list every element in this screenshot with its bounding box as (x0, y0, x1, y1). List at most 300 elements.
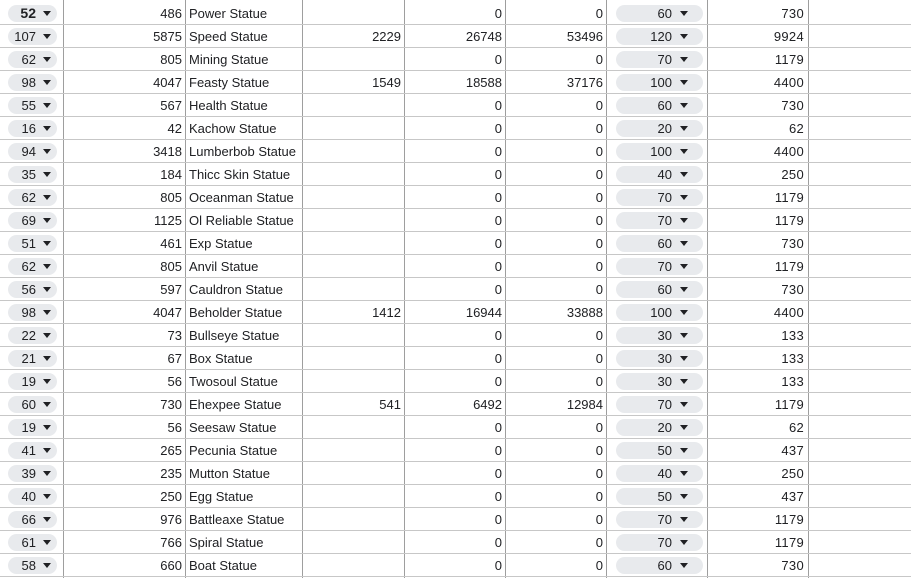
chevron-down-icon (680, 195, 688, 200)
col-d-cell: 0 (494, 351, 502, 366)
table-row (0, 163, 911, 186)
tier-dropdown[interactable] (616, 396, 703, 413)
table-row (0, 485, 911, 508)
col-d-cell: 0 (494, 213, 502, 228)
tier-value: 60 (657, 236, 672, 251)
tier-dropdown[interactable] (616, 5, 703, 22)
tier-value: 70 (657, 213, 672, 228)
col-k-cell: 1179 (774, 259, 804, 274)
tier-value: 70 (657, 535, 672, 550)
statue-name-cell: Spiral Statue (189, 535, 264, 550)
statue-name-cell: Anvil Statue (189, 259, 259, 274)
level-cell (0, 117, 63, 140)
statue-name-cell: Egg Statue (189, 489, 254, 504)
value-cell: 660 (160, 558, 182, 573)
empty-cell[interactable] (808, 324, 911, 347)
col-c-cell (302, 439, 404, 462)
col-k-cell: 9924 (773, 29, 804, 44)
level-value: 19 (21, 374, 36, 389)
col-c-cell: 2229 (372, 29, 401, 44)
tier-value: 70 (657, 397, 672, 412)
level-cell (0, 140, 63, 163)
chevron-down-icon (680, 563, 688, 568)
level-cell (0, 416, 63, 439)
tier-cell (606, 94, 707, 117)
col-d-cell: 0 (494, 328, 502, 343)
col-d-cell: 0 (494, 144, 502, 159)
level-dropdown[interactable] (8, 28, 57, 45)
chevron-down-icon (680, 356, 688, 361)
chevron-down-icon (680, 310, 688, 315)
table-row (0, 278, 911, 301)
empty-cell[interactable] (808, 71, 911, 94)
tier-cell (606, 163, 707, 186)
empty-cell[interactable] (808, 94, 911, 117)
chevron-down-icon (680, 402, 688, 407)
value-cell: 805 (160, 190, 182, 205)
chevron-down-icon (43, 563, 51, 568)
chevron-down-icon (43, 195, 51, 200)
tier-value: 20 (657, 121, 672, 136)
tier-value: 40 (657, 167, 672, 182)
statue-name-cell: Ehexpee Statue (189, 397, 282, 412)
table-row (0, 209, 911, 232)
level-value: 40 (21, 489, 36, 504)
level-dropdown[interactable] (8, 465, 57, 482)
tier-dropdown[interactable] (616, 120, 703, 137)
statue-name-cell: Power Statue (189, 6, 268, 21)
col-e-cell: 0 (595, 282, 603, 297)
chevron-down-icon (680, 218, 688, 223)
col-e-cell: 0 (595, 512, 603, 527)
value-cell: 42 (167, 121, 182, 136)
chevron-down-icon (680, 34, 688, 39)
col-e-cell: 0 (595, 52, 603, 67)
level-value: 62 (21, 190, 36, 205)
col-k-cell: 4400 (773, 305, 804, 320)
level-dropdown[interactable] (8, 419, 57, 436)
tier-cell (606, 416, 707, 439)
col-e-cell: 0 (595, 466, 603, 481)
col-d-cell: 0 (494, 443, 502, 458)
col-c-cell (302, 163, 404, 186)
empty-cell[interactable] (808, 255, 911, 278)
level-cell (0, 370, 63, 393)
table-row (0, 416, 911, 439)
col-d-cell: 6492 (473, 397, 502, 412)
chevron-down-icon (43, 517, 51, 522)
col-c-cell (302, 508, 404, 531)
col-k-cell: 62 (788, 121, 804, 136)
empty-cell[interactable] (808, 531, 911, 554)
col-d-cell: 0 (494, 121, 502, 136)
level-dropdown[interactable] (8, 212, 57, 229)
tier-cell (606, 324, 707, 347)
level-dropdown[interactable] (8, 120, 57, 137)
tier-value: 70 (657, 190, 672, 205)
tier-value: 100 (650, 144, 672, 159)
chevron-down-icon (680, 264, 688, 269)
empty-cell[interactable] (808, 416, 911, 439)
col-e-cell: 0 (595, 420, 603, 435)
tier-dropdown[interactable] (616, 74, 703, 91)
tier-cell (606, 140, 707, 163)
tier-cell (606, 232, 707, 255)
level-cell (0, 393, 63, 416)
chevron-down-icon (43, 448, 51, 453)
col-k-cell: 730 (781, 6, 804, 21)
tier-dropdown[interactable] (616, 281, 703, 298)
tier-dropdown[interactable] (616, 51, 703, 68)
tier-cell (606, 301, 707, 324)
chevron-down-icon (680, 471, 688, 476)
col-c-cell (302, 48, 404, 71)
table-row (0, 140, 911, 163)
tier-cell (606, 25, 707, 48)
statue-name-cell: Mutton Statue (189, 466, 270, 481)
col-e-cell: 0 (595, 213, 603, 228)
statue-name-cell: Exp Statue (189, 236, 253, 251)
col-e-cell: 0 (595, 328, 603, 343)
level-dropdown[interactable] (8, 97, 57, 114)
col-e-cell: 53496 (566, 29, 603, 44)
level-dropdown[interactable] (8, 511, 57, 528)
level-dropdown[interactable] (8, 396, 57, 413)
empty-cell[interactable] (808, 2, 911, 25)
tier-value: 60 (657, 98, 672, 113)
tier-cell (606, 485, 707, 508)
value-cell: 461 (160, 236, 182, 251)
level-dropdown[interactable] (8, 143, 57, 160)
col-k-cell: 437 (781, 489, 804, 504)
tier-dropdown[interactable] (616, 373, 703, 390)
empty-cell[interactable] (808, 48, 911, 71)
value-cell: 4047 (153, 75, 182, 90)
chevron-down-icon (43, 149, 51, 154)
level-value: 61 (21, 535, 36, 550)
chevron-down-icon (43, 287, 51, 292)
chevron-down-icon (680, 333, 688, 338)
tier-cell (606, 347, 707, 370)
statue-name-cell: Health Statue (189, 98, 268, 113)
level-dropdown[interactable] (8, 488, 57, 505)
col-e-cell: 0 (595, 489, 603, 504)
col-e-cell: 0 (595, 236, 603, 251)
level-dropdown[interactable] (8, 442, 57, 459)
tier-cell (606, 255, 707, 278)
col-d-cell: 0 (494, 236, 502, 251)
statue-name-cell: Mining Statue (189, 52, 269, 67)
table-row (0, 232, 911, 255)
col-k-cell: 730 (781, 236, 804, 251)
level-value: 62 (21, 259, 36, 274)
col-e-cell: 0 (595, 351, 603, 366)
col-d-cell: 0 (494, 374, 502, 389)
level-value: 39 (21, 466, 36, 481)
table-row (0, 393, 911, 416)
statue-name-cell: Seesaw Statue (189, 420, 277, 435)
tier-cell (606, 186, 707, 209)
value-cell: 805 (160, 52, 182, 67)
level-cell (0, 25, 63, 48)
level-cell (0, 301, 63, 324)
chevron-down-icon (680, 149, 688, 154)
col-k-cell: 133 (781, 374, 804, 389)
col-k-cell: 1179 (774, 213, 804, 228)
level-value: 35 (21, 167, 36, 182)
tier-dropdown[interactable] (616, 166, 703, 183)
empty-cell[interactable] (808, 347, 911, 370)
level-value: 98 (21, 305, 36, 320)
col-d-cell: 0 (494, 98, 502, 113)
empty-cell[interactable] (808, 117, 911, 140)
level-dropdown[interactable] (8, 557, 57, 574)
col-c-cell (302, 94, 404, 117)
col-c-cell (302, 255, 404, 278)
empty-cell[interactable] (808, 301, 911, 324)
table-row (0, 48, 911, 71)
tier-dropdown[interactable] (616, 488, 703, 505)
level-cell (0, 485, 63, 508)
value-cell: 4047 (153, 305, 182, 320)
empty-cell[interactable] (808, 278, 911, 301)
chevron-down-icon (43, 425, 51, 430)
tier-cell (606, 393, 707, 416)
tier-dropdown[interactable] (616, 28, 703, 45)
tier-dropdown[interactable] (616, 189, 703, 206)
chevron-down-icon (43, 34, 51, 39)
col-k-cell: 1179 (774, 397, 804, 412)
tier-dropdown[interactable] (616, 442, 703, 459)
level-cell (0, 462, 63, 485)
col-e-cell: 0 (595, 443, 603, 458)
col-c-cell (302, 416, 404, 439)
table-row (0, 439, 911, 462)
tier-value: 70 (657, 259, 672, 274)
level-value: 22 (21, 328, 36, 343)
col-k-cell: 1179 (774, 535, 804, 550)
tier-dropdown[interactable] (616, 511, 703, 528)
tier-dropdown[interactable] (616, 304, 703, 321)
tier-value: 100 (650, 305, 672, 320)
tier-dropdown[interactable] (616, 350, 703, 367)
col-c-cell: 1412 (372, 305, 401, 320)
tier-cell (606, 554, 707, 577)
statue-name-cell: Bullseye Statue (189, 328, 280, 343)
col-e-cell: 0 (595, 98, 603, 113)
chevron-down-icon (43, 402, 51, 407)
tier-dropdown[interactable] (616, 97, 703, 114)
col-e-cell: 0 (595, 6, 603, 21)
tier-cell (606, 71, 707, 94)
statue-name-cell: Kachow Statue (189, 121, 277, 136)
col-k-cell: 62 (788, 420, 804, 435)
statue-name-cell: Pecunia Statue (189, 443, 278, 458)
level-dropdown[interactable] (8, 534, 57, 551)
empty-cell[interactable] (808, 439, 911, 462)
tier-dropdown[interactable] (616, 327, 703, 344)
empty-cell[interactable] (808, 209, 911, 232)
level-dropdown[interactable] (8, 281, 57, 298)
level-dropdown[interactable] (8, 373, 57, 390)
level-cell (0, 439, 63, 462)
row-divider (0, 576, 911, 577)
tier-dropdown[interactable] (616, 143, 703, 160)
tier-dropdown[interactable] (616, 534, 703, 551)
statue-name-cell: Thicc Skin Statue (189, 167, 291, 182)
level-dropdown[interactable] (8, 74, 57, 91)
level-dropdown[interactable] (8, 166, 57, 183)
col-k-cell: 250 (781, 167, 804, 182)
chevron-down-icon (43, 126, 51, 131)
col-k-cell: 133 (781, 328, 804, 343)
empty-cell[interactable] (808, 186, 911, 209)
col-k-cell: 133 (781, 351, 804, 366)
level-value: 69 (21, 213, 36, 228)
level-cell (0, 2, 63, 25)
tier-value: 60 (657, 282, 672, 297)
col-e-cell: 37176 (566, 75, 603, 90)
level-dropdown[interactable] (8, 51, 57, 68)
col-e-cell: 0 (595, 558, 603, 573)
chevron-down-icon (43, 80, 51, 85)
tier-value: 70 (657, 512, 672, 527)
col-k-cell: 1179 (774, 52, 804, 67)
level-value: 52 (20, 5, 36, 21)
empty-cell[interactable] (808, 462, 911, 485)
level-value: 19 (21, 420, 36, 435)
level-dropdown[interactable] (8, 258, 57, 275)
tier-dropdown[interactable] (616, 557, 703, 574)
table-row (0, 554, 911, 577)
col-k-cell: 250 (781, 466, 804, 481)
empty-cell[interactable] (808, 393, 911, 416)
chevron-down-icon (680, 11, 688, 16)
value-cell: 766 (160, 535, 182, 550)
empty-cell[interactable] (808, 140, 911, 163)
tier-cell (606, 462, 707, 485)
statue-name-cell: Speed Statue (189, 29, 268, 44)
statue-name-cell: Twosoul Statue (189, 374, 278, 389)
col-c-cell (302, 140, 404, 163)
chevron-down-icon (43, 310, 51, 315)
chevron-down-icon (43, 540, 51, 545)
col-e-cell: 0 (595, 535, 603, 550)
chevron-down-icon (680, 241, 688, 246)
chevron-down-icon (43, 333, 51, 338)
col-d-cell: 0 (494, 466, 502, 481)
chevron-down-icon (680, 379, 688, 384)
tier-value: 70 (657, 52, 672, 67)
col-c-cell (302, 117, 404, 140)
level-cell (0, 531, 63, 554)
value-cell: 486 (160, 6, 182, 21)
chevron-down-icon (680, 287, 688, 292)
level-dropdown[interactable] (8, 304, 57, 321)
col-d-cell: 16944 (465, 305, 502, 320)
value-cell: 567 (160, 98, 182, 113)
level-cell (0, 163, 63, 186)
tier-dropdown[interactable] (616, 465, 703, 482)
table-row (0, 531, 911, 554)
table-row (0, 117, 911, 140)
tier-dropdown[interactable] (616, 235, 703, 252)
table-row (0, 71, 911, 94)
tier-value: 30 (657, 328, 672, 343)
tier-dropdown[interactable] (616, 212, 703, 229)
col-c-cell (302, 2, 404, 25)
empty-cell[interactable] (808, 163, 911, 186)
level-dropdown[interactable] (8, 5, 57, 22)
col-c-cell (302, 370, 404, 393)
col-c-cell (302, 347, 404, 370)
col-k-cell: 1179 (774, 190, 804, 205)
col-c-cell: 1549 (372, 75, 401, 90)
tier-dropdown[interactable] (616, 419, 703, 436)
col-d-cell: 18588 (465, 75, 502, 90)
table-row (0, 301, 911, 324)
empty-cell[interactable] (808, 370, 911, 393)
value-cell: 1125 (154, 213, 182, 228)
chevron-down-icon (680, 540, 688, 545)
level-dropdown[interactable] (8, 189, 57, 206)
empty-cell[interactable] (808, 25, 911, 48)
table-row (0, 2, 911, 25)
table-row (0, 186, 911, 209)
col-c-cell (302, 554, 404, 577)
level-cell (0, 278, 63, 301)
level-value: 41 (21, 443, 36, 458)
level-value: 60 (21, 397, 36, 412)
tier-value: 100 (650, 75, 672, 90)
tier-cell (606, 117, 707, 140)
level-value: 66 (21, 512, 36, 527)
value-cell: 184 (160, 167, 182, 182)
col-d-cell: 0 (494, 420, 502, 435)
level-value: 51 (21, 236, 36, 251)
level-value: 62 (21, 52, 36, 67)
col-k-cell: 437 (781, 443, 804, 458)
value-cell: 805 (160, 259, 182, 274)
level-dropdown[interactable] (8, 350, 57, 367)
tier-dropdown[interactable] (616, 258, 703, 275)
level-dropdown[interactable] (8, 235, 57, 252)
chevron-down-icon (43, 356, 51, 361)
empty-cell[interactable] (808, 232, 911, 255)
tier-value: 30 (657, 351, 672, 366)
chevron-down-icon (43, 172, 51, 177)
level-cell (0, 48, 63, 71)
tier-value: 60 (657, 6, 672, 21)
level-dropdown[interactable] (8, 327, 57, 344)
value-cell: 73 (167, 328, 182, 343)
tier-value: 40 (657, 466, 672, 481)
empty-cell[interactable] (808, 554, 911, 577)
value-cell: 3418 (153, 144, 182, 159)
statue-name-cell: Feasty Statue (189, 75, 270, 90)
col-c-cell (302, 324, 404, 347)
value-cell: 235 (160, 466, 182, 481)
level-value: 98 (21, 75, 36, 90)
statue-name-cell: Cauldron Statue (189, 282, 283, 297)
empty-cell[interactable] (808, 485, 911, 508)
statue-name-cell: Ol Reliable Statue (189, 213, 294, 228)
empty-cell[interactable] (808, 508, 911, 531)
col-d-cell: 0 (494, 535, 502, 550)
table-row (0, 462, 911, 485)
col-c-cell (302, 278, 404, 301)
tier-cell (606, 508, 707, 531)
